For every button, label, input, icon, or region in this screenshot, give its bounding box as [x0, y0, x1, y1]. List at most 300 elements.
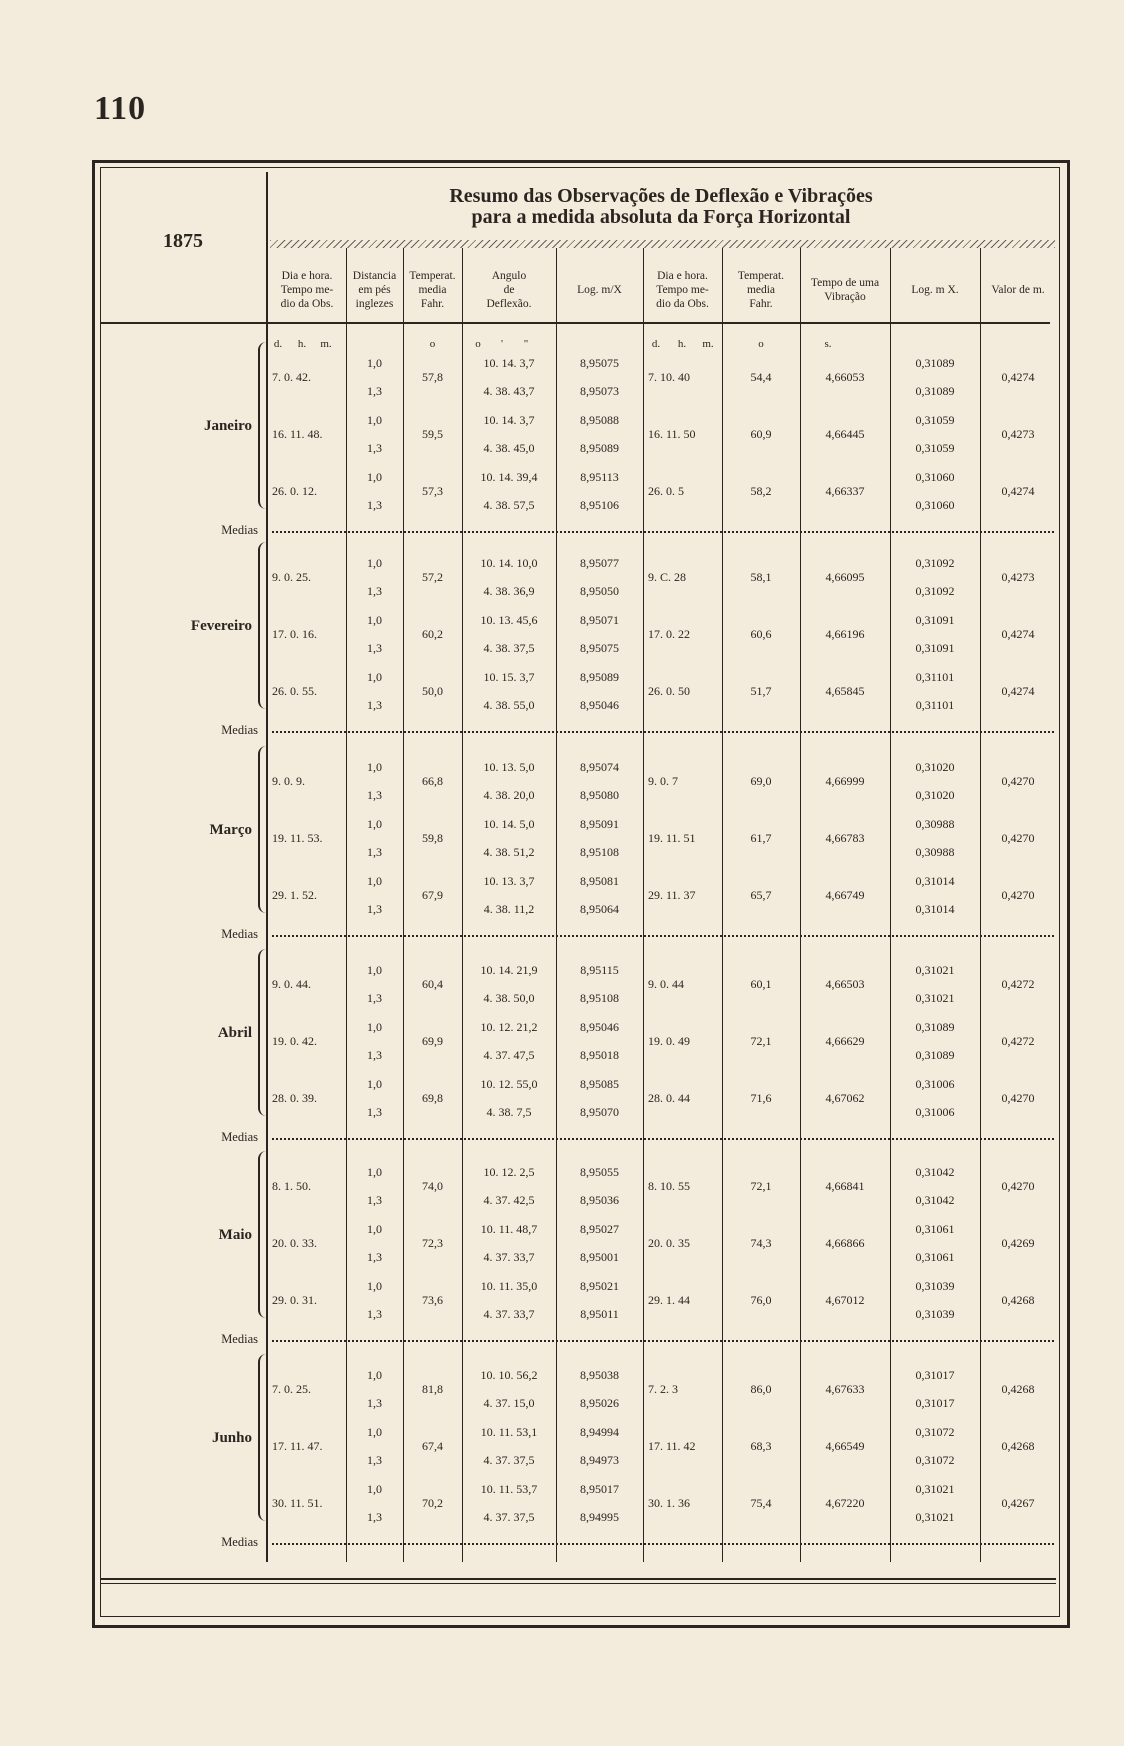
distance-value: 1,3 — [367, 698, 382, 712]
deflection-angle: 4. 38. 55,0 — [483, 698, 535, 712]
distance-value: 1,3 — [367, 1105, 382, 1119]
temperature-value-2: 58,2 — [750, 484, 772, 498]
vibration-time: 4,66866 — [825, 1236, 865, 1250]
temperature-value: 57,8 — [422, 370, 443, 384]
vibration-time: 4,66629 — [825, 1034, 865, 1048]
deflection-angle: 10. 14. 39,4 — [480, 470, 538, 484]
observation-date: 30. 11. 51. — [272, 1496, 323, 1510]
log-m-x: 0,31014 — [915, 902, 955, 916]
deflection-angle: 10. 14. 21,9 — [480, 963, 538, 977]
observation-date-2: 9. C. 28 — [648, 570, 687, 584]
temperature-value-2: 58,1 — [750, 570, 772, 584]
vibration-time: 4,67012 — [825, 1293, 865, 1307]
temperature-value-2: 65,7 — [750, 888, 772, 902]
distance-value: 1,3 — [367, 1193, 382, 1207]
bottom-rule — [100, 1578, 1056, 1580]
observation-date-2: 8. 10. 55 — [648, 1179, 690, 1193]
log-m-x: 0,31060 — [915, 470, 955, 484]
month-brace — [258, 949, 268, 1116]
log-m-x: 0,31089 — [915, 356, 955, 370]
observation-date-2: 19. 11. 51 — [648, 831, 696, 845]
temperature-value-2: 60,9 — [750, 427, 772, 441]
log-m-over-x: 8,95021 — [580, 1279, 619, 1293]
temperature-value: 67,9 — [422, 888, 443, 902]
log-m-over-x: 8,95046 — [580, 698, 619, 712]
value-of-m: 0,4274 — [1001, 627, 1035, 641]
distance-value: 1,0 — [367, 1368, 382, 1382]
value-of-m: 0,4268 — [1001, 1439, 1035, 1453]
log-m-x: 0,31072 — [915, 1453, 955, 1467]
deflection-angle: 4. 38. 37,5 — [483, 641, 535, 655]
month-brace — [258, 342, 268, 509]
table-title — [268, 186, 1054, 228]
log-m-x: 0,31017 — [915, 1368, 955, 1382]
unit-date: m. — [320, 338, 332, 350]
unit-angle: " — [523, 338, 529, 350]
temperature-value-2: 86,0 — [750, 1382, 772, 1396]
observation-date-2: 20. 0. 35 — [648, 1236, 690, 1250]
value-of-m: 0,4274 — [1001, 684, 1035, 698]
log-m-over-x: 8,94995 — [580, 1510, 619, 1524]
deflection-angle: 10. 13. 45,6 — [480, 613, 538, 627]
distance-value: 1,3 — [367, 1510, 382, 1524]
medias-dotted-rule — [272, 731, 1054, 733]
unit-date: d. — [273, 338, 283, 350]
medias-label: Medias — [221, 523, 258, 537]
deflection-angle: 10. 13. 5,0 — [483, 760, 535, 774]
vibration-time: 4,66749 — [825, 888, 865, 902]
deflection-angle: 4. 38. 20,0 — [483, 788, 535, 802]
unit-date2: h. — [677, 338, 687, 350]
distance-value: 1,0 — [367, 1425, 382, 1439]
distance-value: 1,0 — [367, 760, 382, 774]
value-of-m: 0,4274 — [1001, 484, 1035, 498]
temperature-value: 59,8 — [422, 831, 443, 845]
deflection-angle: 4. 37. 47,5 — [483, 1048, 535, 1062]
log-m-x: 0,31039 — [915, 1279, 955, 1293]
month-name: Abril — [217, 1025, 252, 1041]
vibration-time: 4,66445 — [825, 427, 865, 441]
value-of-m: 0,4273 — [1001, 570, 1035, 584]
log-m-x: 0,31089 — [915, 384, 955, 398]
deflection-angle: 10. 11. 53,1 — [480, 1425, 538, 1439]
medias-label: Medias — [221, 1130, 258, 1144]
deflection-angle: 10. 15. 3,7 — [483, 670, 535, 684]
distance-value: 1,0 — [367, 817, 382, 831]
log-m-x: 0,31039 — [915, 1307, 955, 1321]
log-m-x: 0,31072 — [915, 1425, 955, 1439]
value-of-m: 0,4273 — [1001, 427, 1035, 441]
column-header: Temperat. media Fahr. — [737, 270, 785, 310]
observation-date: 19. 0. 42. — [272, 1034, 317, 1048]
unit-date2: m. — [702, 338, 714, 350]
medias-label: Medias — [221, 1535, 258, 1549]
deflection-angle: 4. 37. 37,5 — [483, 1510, 535, 1524]
column-divider — [462, 248, 463, 1562]
deflection-angle: 4. 38. 7,5 — [486, 1105, 532, 1119]
distance-value: 1,0 — [367, 874, 382, 888]
observation-date-2: 9. 0. 44 — [648, 977, 684, 991]
temperature-value: 67,4 — [422, 1439, 443, 1453]
unit-vibration: s. — [824, 338, 832, 350]
vibration-time: 4,65845 — [825, 684, 865, 698]
vibration-time: 4,66841 — [825, 1179, 865, 1193]
vibration-time: 4,66999 — [825, 774, 865, 788]
log-m-over-x: 8,95089 — [580, 441, 619, 455]
observation-date-2: 19. 0. 49 — [648, 1034, 690, 1048]
observation-date: 20. 0. 33. — [272, 1236, 317, 1250]
observation-date-2: 9. 0. 7 — [648, 774, 678, 788]
observation-date: 29. 0. 31. — [272, 1293, 317, 1307]
title-line-1: Resumo das Observações de Deflexão e Vibrações — [449, 185, 873, 207]
temperature-value: 69,8 — [422, 1091, 443, 1105]
temperature-value: 60,2 — [422, 627, 443, 641]
page-number: 110 — [94, 90, 147, 127]
temperature-value-2: 54,4 — [750, 370, 772, 384]
distance-value: 1,3 — [367, 902, 382, 916]
unit-date2: d. — [651, 338, 661, 350]
distance-value: 1,0 — [367, 963, 382, 977]
unit-angle: ' — [501, 338, 503, 350]
unit-angle: o — [475, 338, 481, 350]
deflection-angle: 10. 11. 48,7 — [480, 1222, 538, 1236]
temperature-value: 72,3 — [422, 1236, 443, 1250]
distance-value: 1,0 — [367, 556, 382, 570]
log-m-over-x: 8,95089 — [580, 670, 619, 684]
vibration-time: 4,66549 — [825, 1439, 865, 1453]
log-m-over-x: 8,95038 — [580, 1368, 619, 1382]
log-m-x: 0,31020 — [915, 788, 955, 802]
temperature-value: 74,0 — [422, 1179, 443, 1193]
observation-date: 8. 1. 50. — [272, 1179, 311, 1193]
column-divider — [556, 248, 557, 1562]
deflection-angle: 10. 14. 5,0 — [483, 817, 535, 831]
log-m-x: 0,31006 — [915, 1105, 955, 1119]
column-divider — [890, 248, 891, 1562]
temperature-value-2: 51,7 — [750, 684, 772, 698]
observation-date: 16. 11. 48. — [272, 427, 323, 441]
log-m-over-x: 8,95018 — [580, 1048, 619, 1062]
column-header: Dia e hora. Tempo me- dio da Obs. — [280, 270, 334, 310]
vibration-time: 4,67633 — [825, 1382, 865, 1396]
unit-date: h. — [297, 338, 307, 350]
wavy-rule — [270, 240, 1055, 248]
log-m-over-x: 8,95055 — [580, 1165, 619, 1179]
log-m-x: 0,31021 — [915, 1482, 955, 1496]
deflection-angle: 10. 12. 2,5 — [483, 1165, 535, 1179]
log-m-over-x: 8,95074 — [580, 760, 619, 774]
deflection-angle: 10. 12. 21,2 — [480, 1020, 538, 1034]
log-m-over-x: 8,95070 — [580, 1105, 619, 1119]
distance-value: 1,3 — [367, 498, 382, 512]
column-header: Angulo de Deflexão. — [486, 270, 532, 310]
vibration-time: 4,66337 — [825, 484, 865, 498]
log-m-x: 0,31061 — [915, 1222, 955, 1236]
value-of-m: 0,4269 — [1001, 1236, 1035, 1250]
deflection-angle: 4. 38. 43,7 — [483, 384, 535, 398]
temperature-value-2: 69,0 — [750, 774, 772, 788]
observation-date-2: 7. 10. 40 — [648, 370, 690, 384]
log-m-x: 0,31014 — [915, 874, 955, 888]
log-m-over-x: 8,95075 — [580, 641, 619, 655]
distance-value: 1,0 — [367, 613, 382, 627]
log-m-over-x: 8,95073 — [580, 384, 619, 398]
temperature-value: 70,2 — [422, 1496, 443, 1510]
temperature-value-2: 60,1 — [750, 977, 772, 991]
log-m-over-x: 8,95064 — [580, 902, 619, 916]
observation-date-2: 17. 0. 22 — [648, 627, 690, 641]
deflection-angle: 4. 37. 33,7 — [483, 1250, 535, 1264]
distance-value: 1,3 — [367, 1250, 382, 1264]
log-m-x: 0,31101 — [915, 670, 955, 684]
column-header: Log. m X. — [911, 284, 959, 296]
log-m-over-x: 8,95001 — [580, 1250, 619, 1264]
month-name: Maio — [218, 1227, 252, 1243]
log-m-x: 0,31059 — [915, 441, 955, 455]
distance-value: 1,0 — [367, 1165, 382, 1179]
value-of-m: 0,4274 — [1001, 370, 1035, 384]
log-m-over-x: 8,95050 — [580, 584, 619, 598]
log-m-x: 0,31091 — [915, 613, 955, 627]
observation-date: 19. 11. 53. — [272, 831, 323, 845]
value-of-m: 0,4270 — [1001, 774, 1035, 788]
observation-date-2: 16. 11. 50 — [648, 427, 696, 441]
column-header: Valor de m. — [991, 284, 1045, 296]
deflection-angle: 10. 11. 53,7 — [480, 1482, 538, 1496]
log-m-x: 0,31021 — [915, 963, 955, 977]
vibration-time: 4,66053 — [825, 370, 865, 384]
distance-value: 1,0 — [367, 413, 382, 427]
observation-date: 9. 0. 25. — [272, 570, 311, 584]
temperature-value: 69,9 — [422, 1034, 443, 1048]
observation-date: 26. 0. 12. — [272, 484, 317, 498]
temperature-value-2: 76,0 — [750, 1293, 772, 1307]
observation-date: 29. 1. 52. — [272, 888, 317, 902]
value-of-m: 0,4272 — [1001, 1034, 1035, 1048]
log-m-over-x: 8,95075 — [580, 356, 619, 370]
value-of-m: 0,4272 — [1001, 977, 1035, 991]
log-m-over-x: 8,95011 — [580, 1307, 619, 1321]
month-brace — [258, 746, 268, 913]
column-header: Temperat. media Fahr. — [409, 270, 456, 310]
observation-date-2: 26. 0. 5 — [648, 484, 684, 498]
log-m-over-x: 8,95027 — [580, 1222, 619, 1236]
log-m-x: 0,31021 — [915, 991, 955, 1005]
log-m-x: 0,31042 — [915, 1193, 955, 1207]
value-of-m: 0,4270 — [1001, 1091, 1035, 1105]
distance-value: 1,3 — [367, 384, 382, 398]
distance-value: 1,0 — [367, 1020, 382, 1034]
log-m-over-x: 8,95036 — [580, 1193, 619, 1207]
log-m-over-x: 8,95108 — [580, 845, 619, 859]
observation-date-2: 26. 0. 50 — [648, 684, 690, 698]
column-divider — [643, 248, 644, 1562]
deflection-angle: 10. 10. 56,2 — [480, 1368, 538, 1382]
distance-value: 1,3 — [367, 1307, 382, 1321]
value-of-m: 0,4268 — [1001, 1382, 1035, 1396]
log-m-x: 0,31089 — [915, 1020, 955, 1034]
log-m-x: 0,31101 — [915, 698, 955, 712]
observation-date: 9. 0. 9. — [272, 774, 305, 788]
log-m-x: 0,31059 — [915, 413, 955, 427]
distance-value: 1,3 — [367, 1453, 382, 1467]
log-m-over-x: 8,95080 — [580, 788, 619, 802]
temperature-value: 73,6 — [422, 1293, 443, 1307]
log-m-x: 0,31020 — [915, 760, 955, 774]
temperature-value-2: 72,1 — [750, 1179, 772, 1193]
column-header: Distancia em pés inglezes — [352, 270, 397, 310]
log-m-x: 0,31092 — [915, 584, 955, 598]
medias-dotted-rule — [272, 531, 1054, 533]
deflection-angle: 4. 37. 42,5 — [483, 1193, 535, 1207]
temperature-value-2: 75,4 — [750, 1496, 772, 1510]
log-m-x: 0,31042 — [915, 1165, 955, 1179]
vibration-time: 4,67062 — [825, 1091, 865, 1105]
distance-value: 1,3 — [367, 991, 382, 1005]
temperature-value: 60,4 — [422, 977, 443, 991]
log-m-x: 0,31092 — [915, 556, 955, 570]
value-of-m: 0,4268 — [1001, 1293, 1035, 1307]
log-m-x: 0,30988 — [915, 817, 955, 831]
observation-date: 7. 0. 42. — [272, 370, 311, 384]
temperature-value: 66,8 — [422, 774, 443, 788]
vibration-time: 4,66196 — [825, 627, 865, 641]
log-m-over-x: 8,95108 — [580, 991, 619, 1005]
temperature-value: 57,3 — [422, 484, 443, 498]
medias-label: Medias — [221, 1332, 258, 1346]
medias-label: Medias — [221, 927, 258, 941]
distance-value: 1,0 — [367, 1279, 382, 1293]
log-m-x: 0,31091 — [915, 641, 955, 655]
distance-value: 1,0 — [367, 1077, 382, 1091]
log-m-over-x: 8,95077 — [580, 556, 619, 570]
medias-dotted-rule — [272, 935, 1054, 937]
distance-value: 1,0 — [367, 470, 382, 484]
column-divider — [800, 248, 801, 1562]
deflection-angle: 4. 37. 15,0 — [483, 1396, 535, 1410]
column-header: Log. m/X — [577, 284, 622, 296]
value-of-m: 0,4270 — [1001, 1179, 1035, 1193]
column-header: Dia e hora. Tempo me- dio da Obs. — [656, 270, 709, 310]
log-m-over-x: 8,95017 — [580, 1482, 619, 1496]
vibration-time: 4,67220 — [825, 1496, 865, 1510]
observation-date: 17. 0. 16. — [272, 627, 317, 641]
month-brace — [258, 542, 268, 709]
log-m-over-x: 8,95085 — [580, 1077, 619, 1091]
unit-temp: o — [429, 338, 436, 350]
value-of-m: 0,4267 — [1001, 1496, 1035, 1510]
deflection-angle: 10. 14. 3,7 — [483, 356, 535, 370]
distance-value: 1,3 — [367, 788, 382, 802]
temperature-value-2: 72,1 — [750, 1034, 772, 1048]
distance-value: 1,0 — [367, 1482, 382, 1496]
log-m-over-x: 8,95091 — [580, 817, 619, 831]
header-rule — [100, 322, 1050, 324]
observation-date-2: 29. 1. 44 — [648, 1293, 690, 1307]
deflection-angle: 4. 38. 57,5 — [483, 498, 535, 512]
medias-label: Medias — [221, 723, 258, 737]
observation-date-2: 7. 2. 3 — [648, 1382, 678, 1396]
log-m-over-x: 8,95113 — [580, 470, 619, 484]
distance-value: 1,3 — [367, 1396, 382, 1410]
deflection-angle: 10. 11. 35,0 — [480, 1279, 538, 1293]
distance-value: 1,0 — [367, 1222, 382, 1236]
log-m-x: 0,31021 — [915, 1510, 955, 1524]
log-m-over-x: 8,94994 — [580, 1425, 619, 1439]
unit-temp2: o — [758, 338, 764, 350]
medias-dotted-rule — [272, 1138, 1054, 1140]
month-name: Junho — [211, 1430, 252, 1446]
observation-date: 17. 11. 47. — [272, 1439, 323, 1453]
observation-date-2: 17. 11. 42 — [648, 1439, 696, 1453]
temperature-value-2: 68,3 — [750, 1439, 772, 1453]
deflection-angle: 4. 38. 51,2 — [483, 845, 535, 859]
temperature-value-2: 60,6 — [750, 627, 772, 641]
log-m-over-x: 8,95106 — [580, 498, 619, 512]
distance-value: 1,3 — [367, 441, 382, 455]
distance-value: 1,3 — [367, 845, 382, 859]
log-m-x: 0,31089 — [915, 1048, 955, 1062]
observation-date-2: 30. 1. 36 — [648, 1496, 690, 1510]
log-m-over-x: 8,95046 — [580, 1020, 619, 1034]
title-line-2: para a medida absoluta da Força Horizontal — [471, 206, 851, 228]
temperature-value: 57,2 — [422, 570, 443, 584]
temperature-value: 59,5 — [422, 427, 443, 441]
distance-value: 1,3 — [367, 1048, 382, 1062]
deflection-angle: 10. 12. 55,0 — [480, 1077, 538, 1091]
vibration-time: 4,66783 — [825, 831, 865, 845]
value-of-m: 0,4270 — [1001, 888, 1035, 902]
medias-dotted-rule — [272, 1340, 1054, 1342]
bottom-rule-thin — [100, 1583, 1056, 1584]
month-name: Fevereiro — [190, 618, 252, 634]
log-m-x: 0,31060 — [915, 498, 955, 512]
log-m-x: 0,31061 — [915, 1250, 955, 1264]
deflection-angle: 4. 37. 37,5 — [483, 1453, 535, 1467]
deflection-angle: 10. 14. 3,7 — [483, 413, 535, 427]
deflection-angle: 10. 14. 10,0 — [480, 556, 538, 570]
observation-date: 9. 0. 44. — [272, 977, 311, 991]
log-m-x: 0,31006 — [915, 1077, 955, 1091]
deflection-angle: 4. 37. 33,7 — [483, 1307, 535, 1321]
month-brace — [258, 1151, 268, 1318]
temperature-value-2: 61,7 — [750, 831, 772, 845]
distance-value: 1,0 — [367, 356, 382, 370]
distance-value: 1,0 — [367, 670, 382, 684]
log-m-over-x: 8,95088 — [580, 413, 619, 427]
observation-date: 7. 0. 25. — [272, 1382, 311, 1396]
temperature-value: 81,8 — [422, 1382, 443, 1396]
observation-date: 28. 0. 39. — [272, 1091, 317, 1105]
medias-dotted-rule — [272, 1543, 1054, 1545]
vibration-time: 4,66095 — [825, 570, 865, 584]
log-m-over-x: 8,95026 — [580, 1396, 619, 1410]
month-name: Março — [209, 822, 252, 838]
observation-date-2: 28. 0. 44 — [648, 1091, 690, 1105]
temperature-value: 50,0 — [422, 684, 443, 698]
log-m-over-x: 8,95081 — [580, 874, 619, 888]
column-header: Tempo de uma Vibração — [810, 277, 880, 303]
vibration-time: 4,66503 — [825, 977, 865, 991]
distance-value: 1,3 — [367, 641, 382, 655]
deflection-angle: 4. 38. 11,2 — [483, 902, 535, 916]
observation-date-2: 29. 11. 37 — [648, 888, 696, 902]
month-name: Janeiro — [203, 418, 252, 434]
deflection-angle: 4. 38. 36,9 — [483, 584, 535, 598]
log-m-x: 0,30988 — [915, 845, 955, 859]
observation-date: 26. 0. 55. — [272, 684, 317, 698]
temperature-value-2: 74,3 — [750, 1236, 772, 1250]
